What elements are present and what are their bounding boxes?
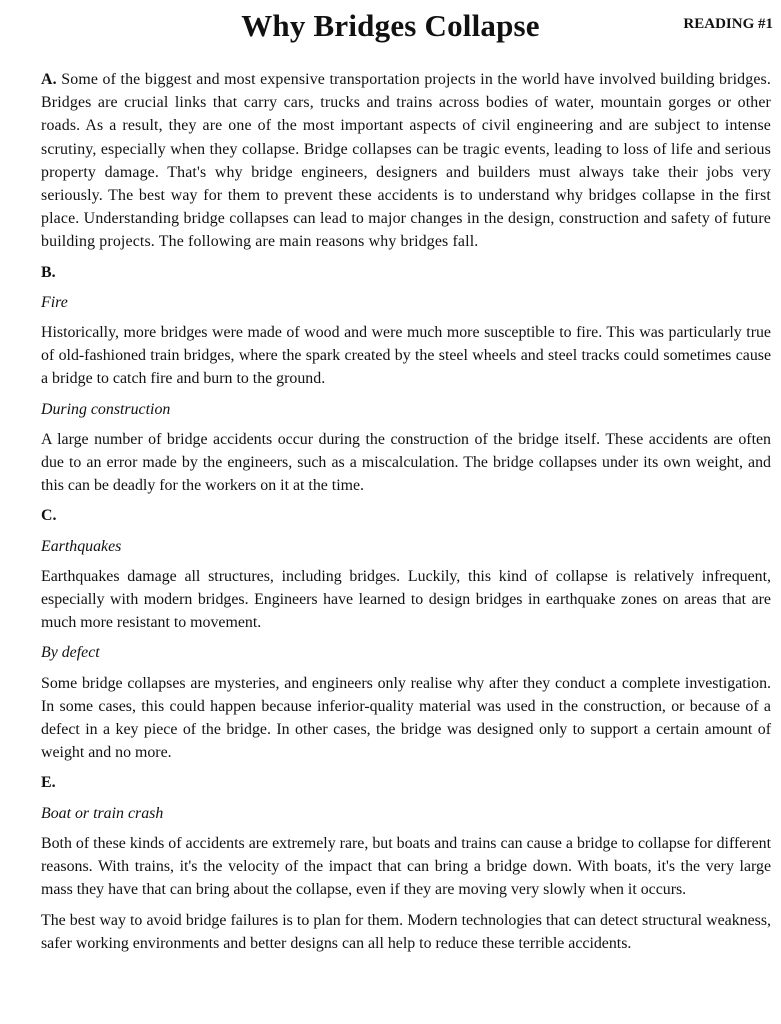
fire-paragraph: Historically, more bridges were made of wood and were much more susceptible to fire. This was particularly true of old-fashioned train bridges, where the spark created by the steel wheels and steel tracks could sometimes cause a bridge to catch fire and burn to the ground. bbox=[41, 324, 771, 388]
crash-heading: Boat or train crash bbox=[41, 804, 164, 822]
fire-heading: Fire bbox=[41, 293, 68, 311]
earthquakes-paragraph: Earthquakes damage all structures, including bridges. Luckily, this kind of collapse is relatively infrequent, especially with modern bridges. Engineers have learned to design bridges in earthquake zones on areas that are much more resistant to movement. bbox=[41, 567, 771, 632]
defect-paragraph: Some bridge collapses are mysteries, and engineers only realise why after they conduct a complete investigation. In some cases, this could happen because inferior-quality material was used in the construction, or because of a defect in a key piece of the bridge. In other cases, the bridge was designed only to support a certain amount of weight and no more. bbox=[41, 674, 771, 762]
crash-paragraph: Both of these kinds of accidents are extremely rare, but boats and trains can cause a bridge to collapse for different reasons. With trains, it's the velocity of the impact that can bring a bridge down. With boats, it's the very large mass they have that can bring about the collapse, even if they are moving very slowly when it occurs. bbox=[41, 834, 771, 899]
article-body bbox=[41, 68, 771, 962]
conclusion-paragraph: The best way to avoid bridge failures is to plan for them. Modern technologies that can detect structural weakness, safer working environments and better designs can all help to reduce these terrible accidents. bbox=[41, 911, 771, 952]
section-a-text: Some of the biggest and most expensive transportation projects in the world have involved building bridges. Bridges are crucial links that carry cars, trucks and trains across bodies of water, mountain gorges or other roads. As a result, they are one of the most important aspects of civil engineering and are subject to intense scrutiny, especially when they collapse. Bridge collapses can be tragic events, leading to loss of life and serious property damage. That's why bridge engineers, designers and builders must always take their jobs very seriously. The best way for them to prevent these accidents is to understand why bridges collapse in the first place. Understanding bridge collapses can lead to major changes in the design, construction and safety of future building projects. The following are main reasons why bridges fall. bbox=[41, 71, 772, 251]
section-e-label: E. bbox=[41, 774, 56, 792]
section-c-label: C. bbox=[41, 507, 57, 525]
construction-heading: During construction bbox=[41, 400, 171, 418]
page-title: Why Bridges Collapse bbox=[241, 8, 540, 43]
section-a-paragraph bbox=[41, 68, 771, 254]
reading-number-tag: READING #1 bbox=[683, 16, 773, 32]
defect-heading: By defect bbox=[41, 644, 100, 662]
section-b-label: B. bbox=[41, 263, 56, 281]
section-a-label: A. bbox=[41, 71, 57, 88]
earthquakes-heading: Earthquakes bbox=[41, 537, 122, 555]
construction-paragraph: A large number of bridge accidents occur during the construction of the bridge itself. These accidents are often due to an error made by the engineers, such as a miscalculation. The bridge collapses under its own weight, and this can be deadly for the workers on it at the time. bbox=[41, 430, 771, 495]
